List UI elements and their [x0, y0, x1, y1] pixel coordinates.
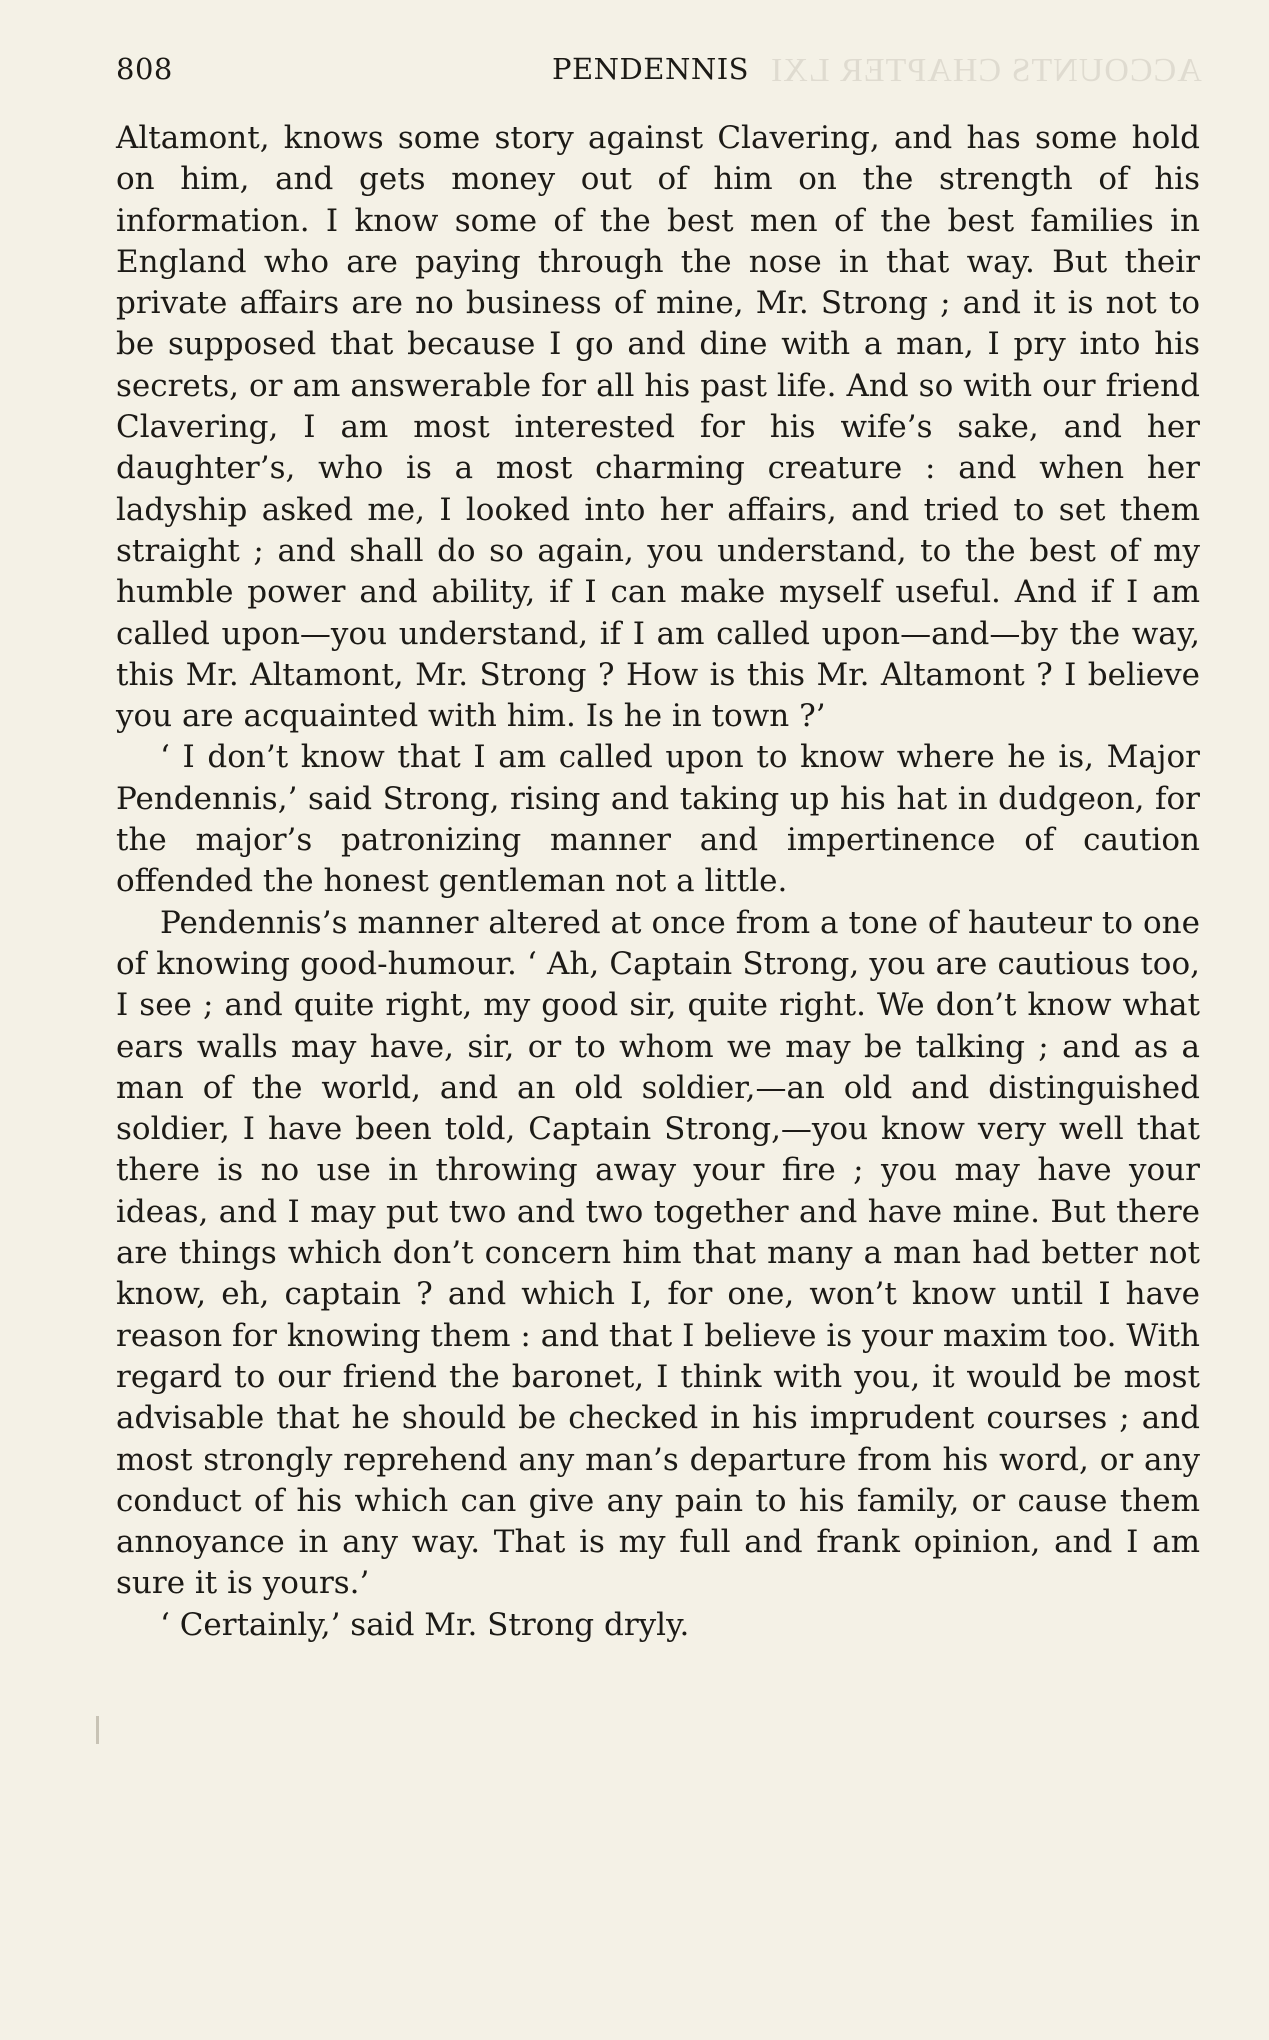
show-through-text: ACCOUNTS CHAPTER LXI: [770, 52, 1202, 89]
running-head: [116, 52, 1200, 102]
running-title: PENDENNIS: [552, 52, 750, 86]
page-number: 808: [116, 52, 173, 86]
margin-mark: [96, 1716, 99, 1744]
book-page: [116, 52, 1200, 1646]
body-text: [116, 118, 1200, 1646]
paragraph-4: ‘ Certainly,’ said Mr. Strong dryly.: [160, 1606, 690, 1643]
paragraph-1: Altamont, knows some story against Clavering, and has some hold on him, and gets money out of him on the strength of his information. I know some of the best men of the best families in England who are paying through the nose in that way. But their private affairs are no business of mine, Mr. Strong ; and it is not to be supposed that because I go and dine with a man, I pry into his secrets, or am answerable for all his past life. And so with our friend Clavering, I am most interested for his wife’s sake, and her daughter’s, who is a most charming creature : and when her ladyship asked me, I looked into her affairs, and tried to set them straight ; and shall do so again, you understand, to the best of my humble power and ability, if I can make myself useful. And if I am called upon—you understand, if I am called upon—and—by the way, this Mr. Altamont, Mr. Strong ? How is this Mr. Altamont ? I believe you are acquainted with him. Is he in town ?’: [116, 120, 1200, 735]
paragraph-2: ‘ I don’t know that I am called upon to know where he is, Major Pendennis,’ said Strong, rising and taking up his hat in dudgeon, for the major’s patronizing manner and impertinence of caution offended the honest gentleman not a little.: [116, 739, 1200, 900]
paragraph-3: Pendennis’s manner altered at once from a tone of hauteur to one of knowing good-humour. ‘ Ah, Captain Strong, you are cautious too, I see ; and quite right, my good sir, quite right. We don’t know what ears walls may have, sir, or to whom we may be talking ; and as a man of the world, and an old soldier,—an old and distinguished soldier, I have been told, Captain Strong,—you know very well that there is no use in throwing away your fire ; you may have your ideas, and I may put two and two together and have mine. But there are things which don’t concern him that many a man had better not know, eh, captain ? and which I, for one, won’t know until I have reason for knowing them : and that I believe is your maxim too. With regard to our friend the baronet, I think with you, it would be most advisable that he should be checked in his imprudent courses ; and most strongly reprehend any man’s departure from his word, or any conduct of his which can give any pain to his family, or cause them annoyance in any way. That is my full and frank opinion, and I am sure it is yours.’: [116, 904, 1200, 1602]
